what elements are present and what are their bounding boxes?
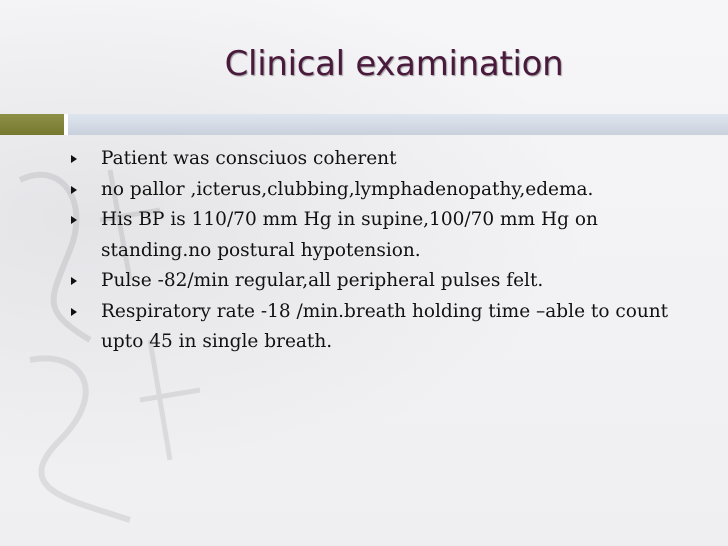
triangle-bullet-icon xyxy=(71,155,77,163)
bullet-text: Pulse -82/min regular,all peripheral pulses felt. xyxy=(101,270,544,291)
slide-title: Clinical examination xyxy=(224,44,564,84)
bullet-text: no pallor ,icterus,clubbing,lymphadenopathy,edema. xyxy=(101,178,594,200)
bullet-text: His BP is 110/70 mm Hg in supine,100/70 mm Hg on standing.no postural hypotension. xyxy=(101,209,598,261)
accent-bar-left xyxy=(0,114,64,135)
bullet-item xyxy=(0,144,728,175)
triangle-bullet-icon xyxy=(71,216,77,224)
accent-bar-right xyxy=(68,114,728,135)
bullet-item xyxy=(0,205,728,266)
triangle-bullet-icon xyxy=(71,277,77,285)
bullet-text: Respiratory rate -18 /min.breath holding time –able to count upto 45 in single breath. xyxy=(101,300,669,352)
bullet-item xyxy=(0,297,728,358)
triangle-bullet-icon xyxy=(71,308,77,316)
triangle-bullet-icon xyxy=(71,186,77,194)
bullet-item xyxy=(0,266,728,297)
bullet-list xyxy=(0,144,728,358)
bullet-text: Patient was consciuos coherent xyxy=(101,148,397,169)
bullet-item xyxy=(0,175,728,206)
